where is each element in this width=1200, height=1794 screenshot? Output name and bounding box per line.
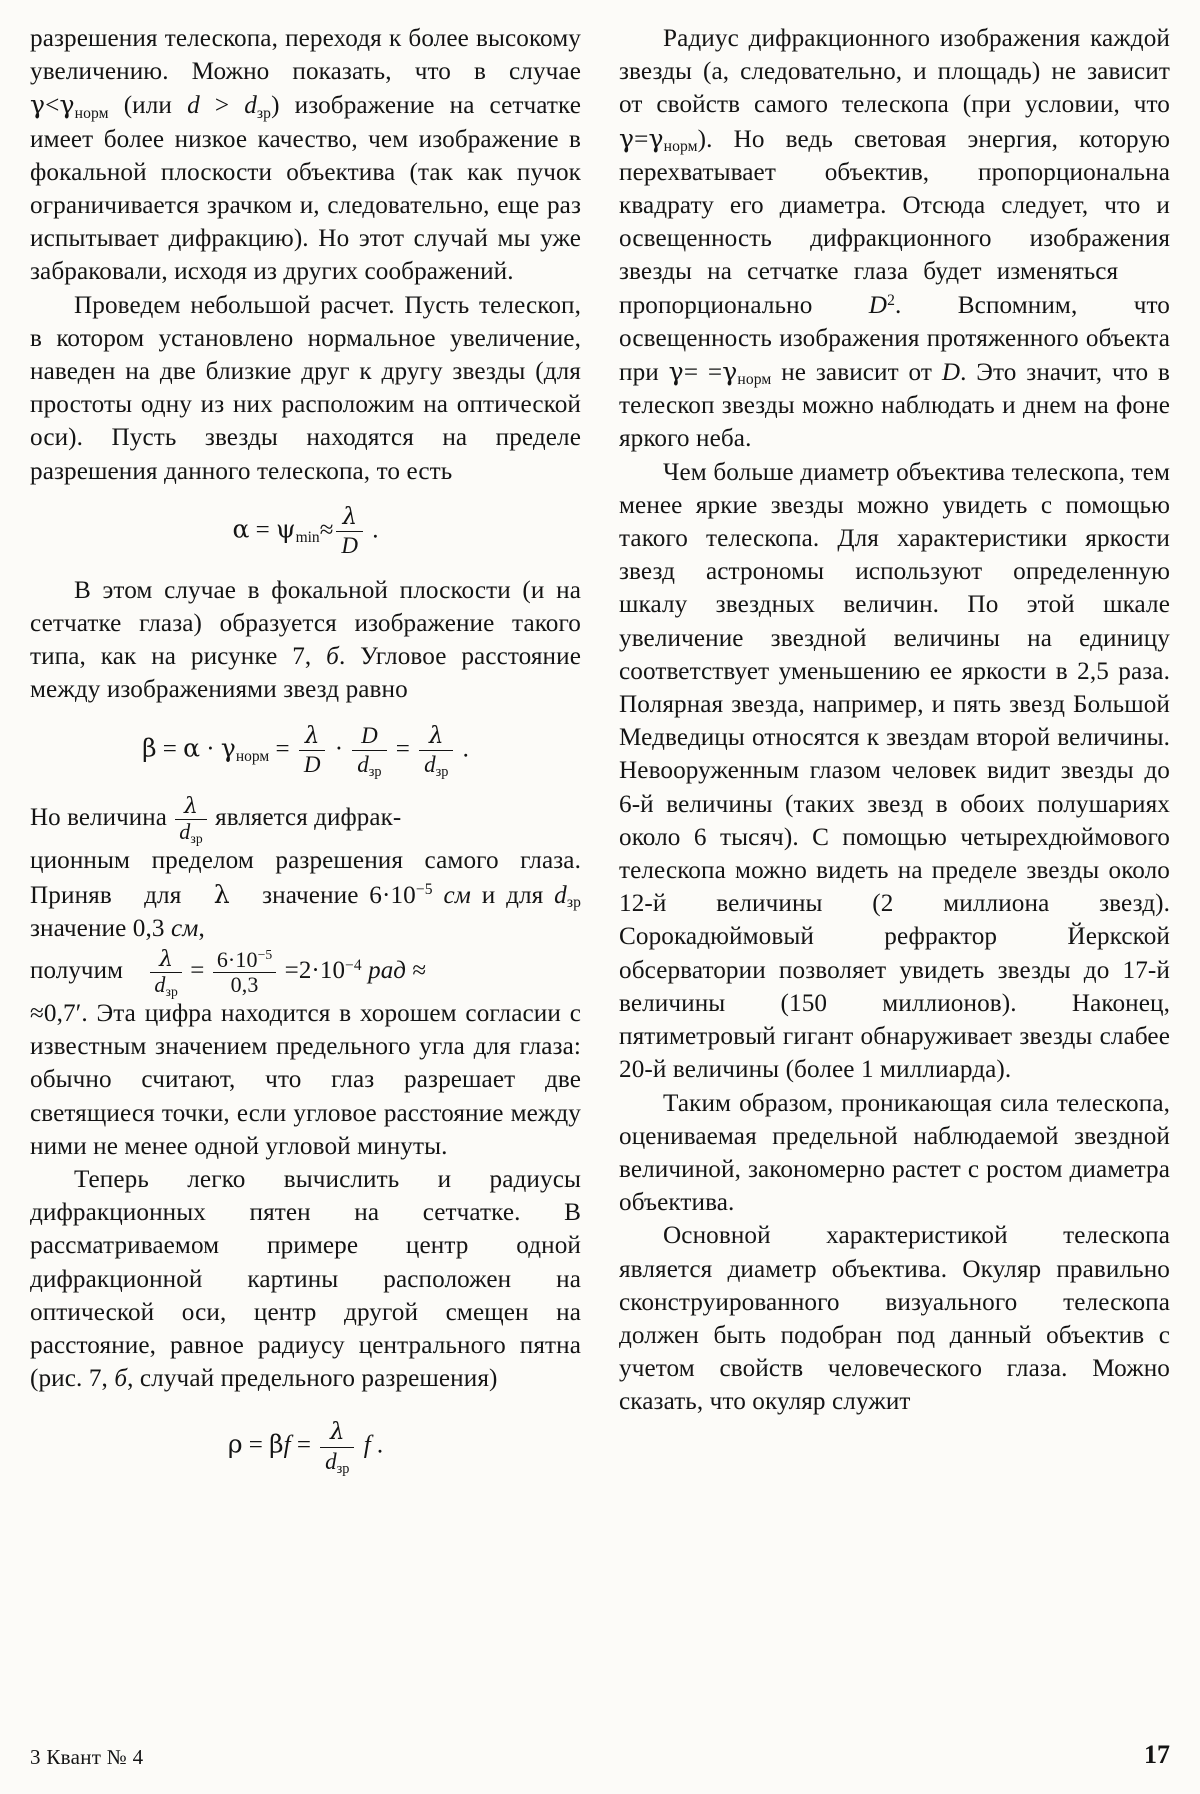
left-column	[30, 22, 581, 1489]
footer-issue-label: 3 Квант № 4	[30, 1745, 144, 1769]
paragraph-left-1: разрешения телескопа, переходя к более высокому увеличению. Можно показать, что в случае $\gamma<\gamma_{норм}$ (или $d > d_{зр}$) изображение на сетчатке имеет более низкое качество, чем изображение в фокальной плоскости объектива (так как пучок ограничивается зрачком и, следовательно, еще раз испытывает дифракцию). Но этот случай мы уже забраковали, исходя из других соображений.	[30, 25, 582, 286]
paragraph-right-1: Радиус дифракционного изображения каждой звезды (а, следовательно, и площадь) не зависит от свойств самого телескопа (при условии, что $\gamma=\gamma_{норм}$). Но ведь световая энергия, которую перехватывает объектив, пропорциональна квадрату его диаметра. Отсюда следует, что и освещенность дифракционного изображения звезды на сетчатке глаза будет изменяться пропорционально $D^2$. Вспомним, что освещенность изображения протяженного объекта при $\gamma= =\gamma_{норм}$ не зависит от D. Это значит, что в телескоп звезды можно наблюдать и днем на фоне яркого неба.	[619, 25, 1170, 453]
page-number: 17	[1144, 1740, 1170, 1769]
paragraph-left-3: В этом случае в фокальной плоскости (и на сетчатке глаза) образуется изображение такого типа, как на рисунке 7, б. Угловое расстояние между изображениями звезд равно	[30, 576, 581, 704]
paragraph-left-5: ≈0,7′. Эта цифра находится в хорошем согласии с известным значением предельного угла для глаза: обычно считают, что глаз разрешает две светящиеся точки, если угловое расстояние между ними не менее одной угловой минуты.	[30, 999, 581, 1160]
formula-lambda-dzr: получим $\frac{\lambda}{d_{зр}}$ = $\frac{6\cdot 10^{-5}}{0,3}$ $=2\cdot 10^{-4}$ рад ≈	[30, 946, 427, 999]
formula-beta: $\beta = \alpha \cdot \gamma_{норм}$ = $\frac{\lambda}{D}$ · $\frac{D}{d_{зр}}$ = $\frac{\lambda}{d_{зр}}$ .	[142, 722, 469, 780]
paragraph-right-4: Основной характеристикой телескопа является диаметр объектива. Окуляр правильно сконструированного визуального телескопа должен быть подобран под данный объектив с учетом свойств человеческого глаза. Можно сказать, что окуляр служит	[619, 1222, 1170, 1416]
formula-rho: ρ = βf = $\frac{\lambda}{d_{зр}}$ f .	[227, 1419, 384, 1477]
paragraph-right-2: Чем больше диаметр объектива телескопа, тем менее яркие звезды можно увидеть с помощью такого телескопа. Для характеристики яркости звезд астрономы используют определенную шкалу звездных величин. По этой шкале увеличение звездной величины на единицу соответствует уменьшению ее яркости в 2,5 раза. Полярная звезда, например, и пять звезд Большой Медведицы относятся к звездам второй величины. Невооруженным глазом человек видит звезды до 6-й величины (таких звезд в обоих полушариях около 6 тысяч). С помощью четырехдюймового телескопа можно видеть на пределе звезды около 12-й величины (2 миллиона звезд). Сорокадюймовый рефрактор Йеркской обсерватории позволяет увидеть звезды до 17-й величины (150 миллионов). Наконец, пятиметровый гигант обнаруживает звезды слабее 20-й величины (более 1 миллиарда).	[619, 458, 1170, 1084]
two-column-layout	[30, 22, 1170, 1489]
paragraph-left-4a: Но величина $\frac{\lambda}{d_{зр}}$ является дифрак-	[30, 793, 402, 846]
paragraph-left-2: Проведем небольшой расчет. Пусть телескоп, в котором установлено нормальное увеличение, наведен на две близкие друг к другу звезды (для простоты одну из них расположим на оптической оси). Пусть звезды находятся на пределе разрешения данного телескопа, то есть	[30, 291, 581, 485]
right-column	[619, 22, 1170, 1489]
paragraph-right-3: Таким образом, проникающая сила телескопа, оцениваемая предельной наблюдаемой звездной величиной, закономерно растет с ростом диаметра объектива.	[619, 1089, 1170, 1217]
paragraph-left-4b: ционным пределом разрешения самого глаза. Приняв для λ значение $6\cdot 10^{-5}$ см и для $d_{зр}$ значение 0,3 см,	[30, 847, 581, 942]
formula-alpha: $\alpha = \psi_{min}\approx$ $\frac{\lambda}{D}$ .	[232, 503, 379, 559]
paragraph-left-6: Теперь легко вычислить и радиусы дифракционных пятен на сетчатке. В рассматриваемом примере центр одной дифракционной картины расположен на оптической оси, центр другой смещен на расстояние, равное радиусу центрального пятна (рис. 7, б, случай предельного разрешения)	[30, 1165, 581, 1393]
page-footer	[30, 1740, 1170, 1770]
